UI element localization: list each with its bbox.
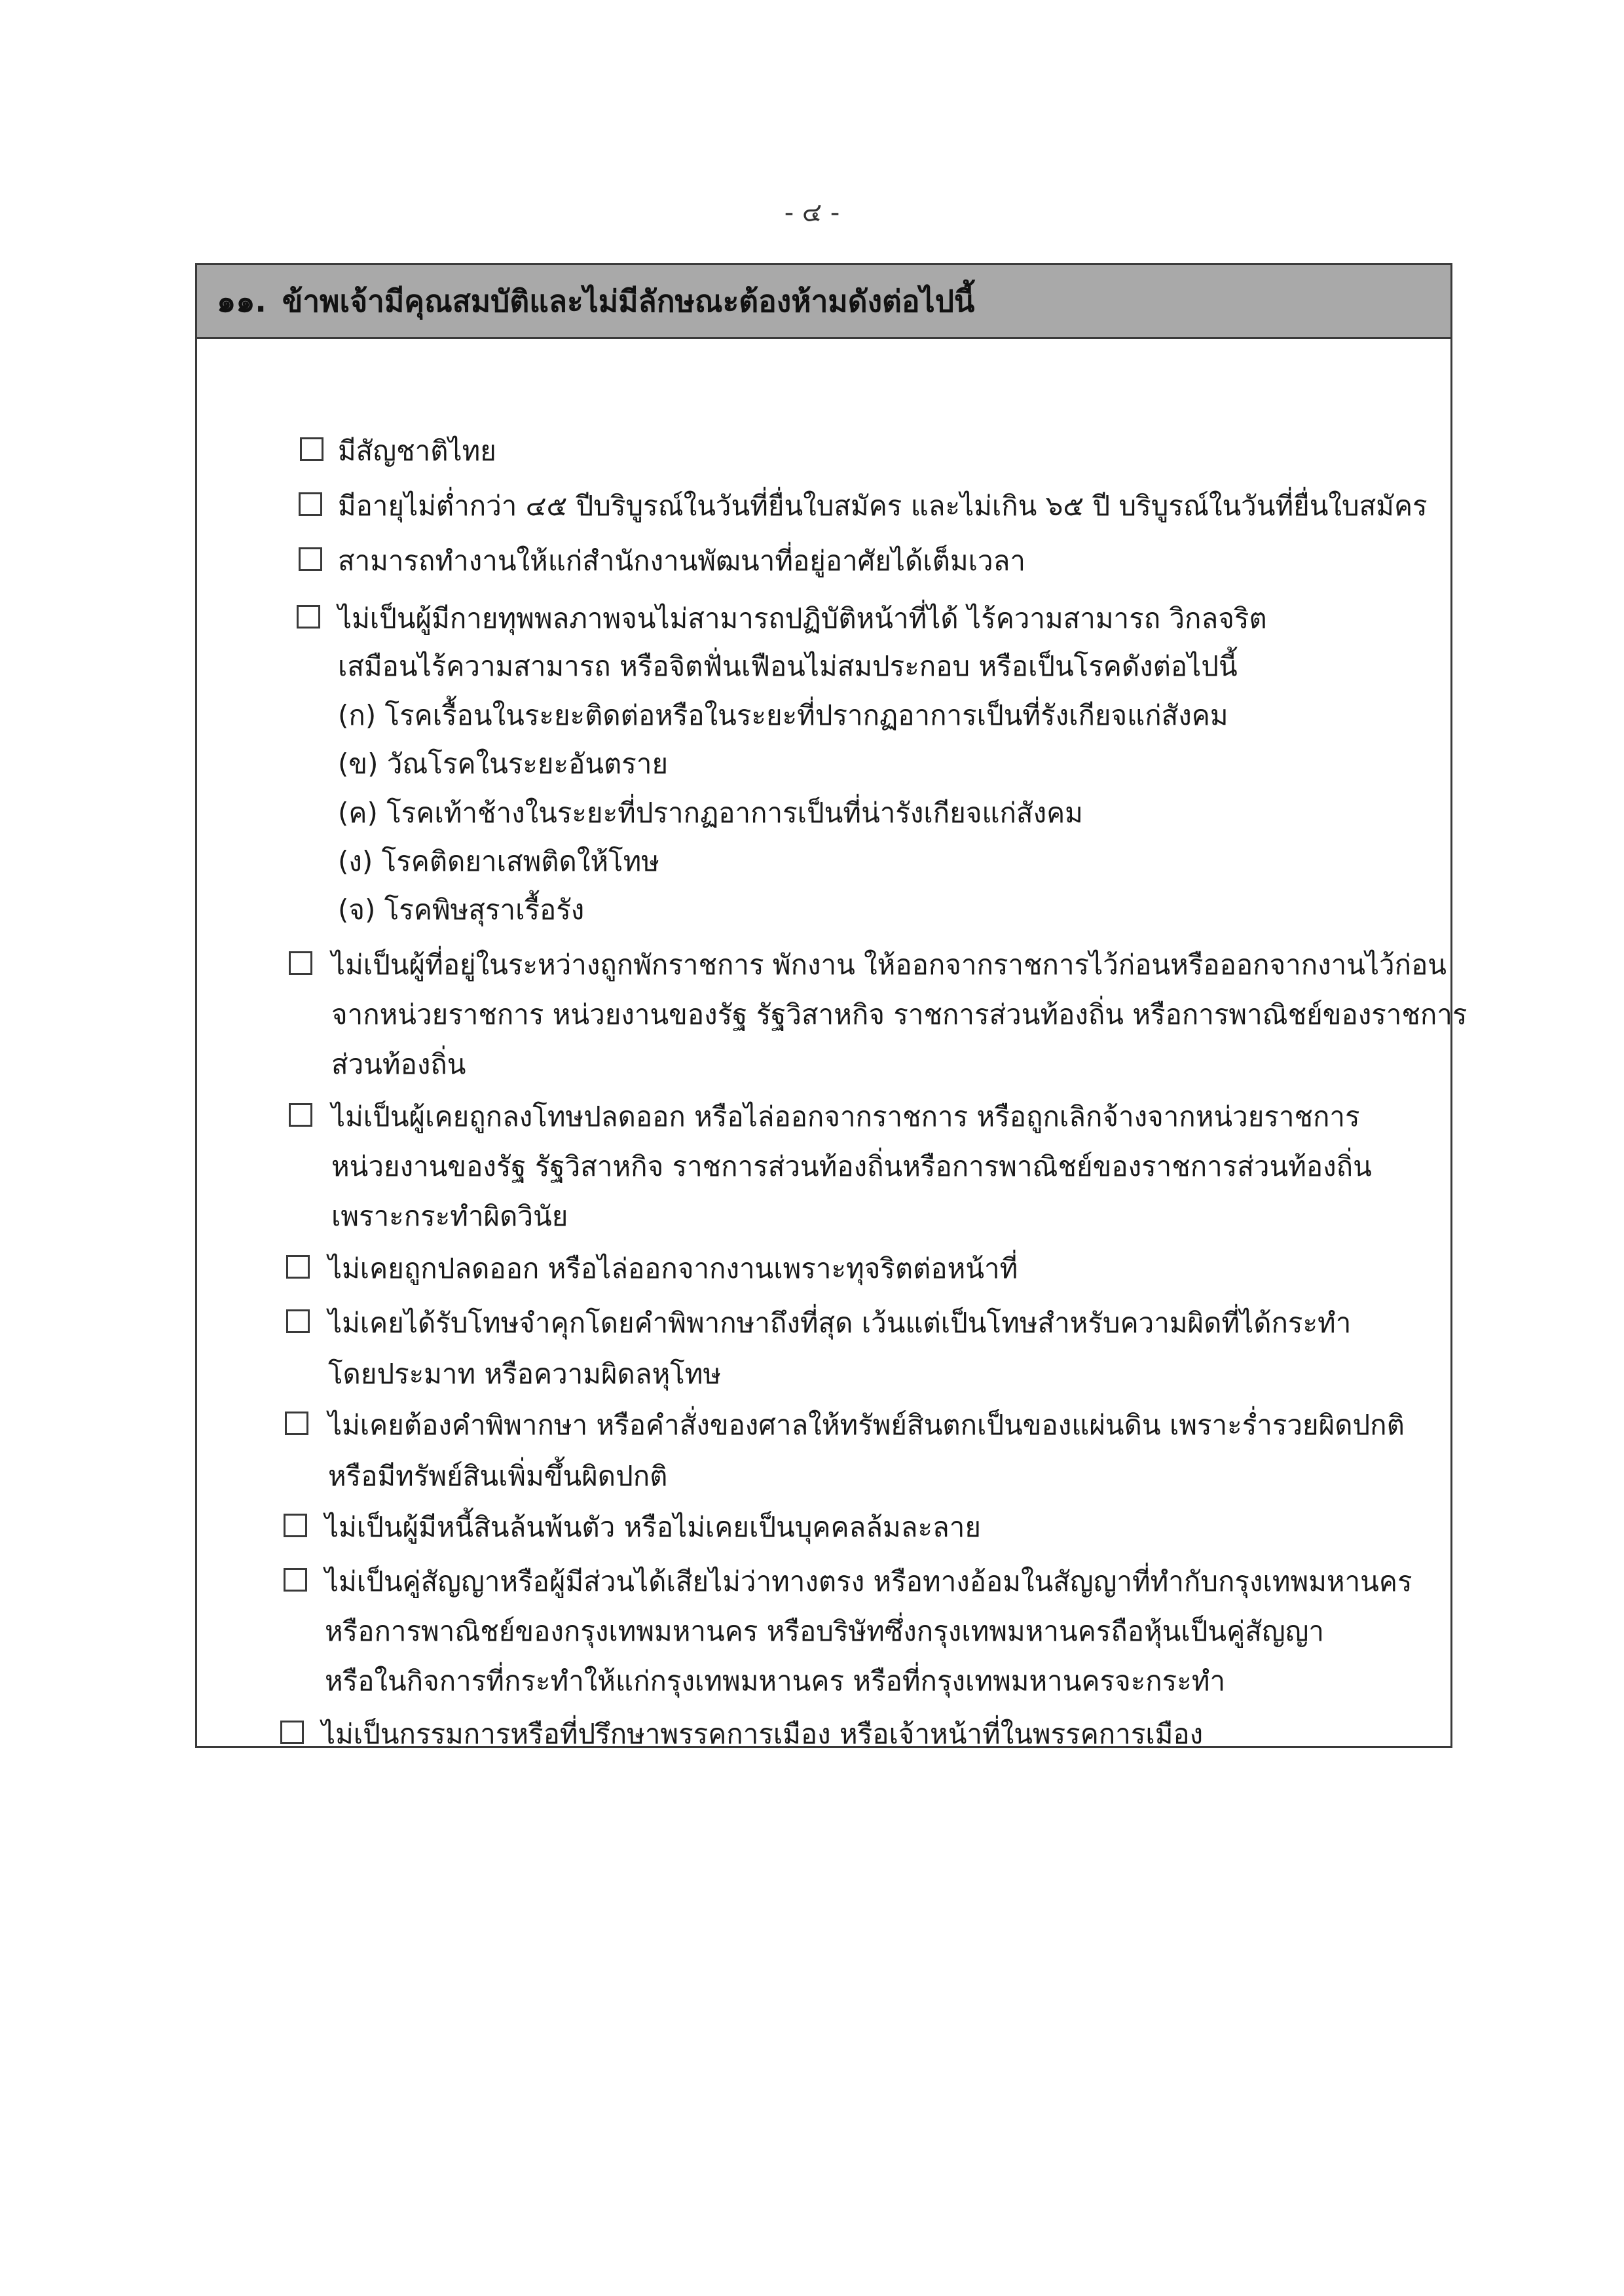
item-text: ไม่เป็นผู้มีกายทุพพลภาพจนไม่สามารถปฏิบัติหน้าที่ได้ ไร้ความสามารถ วิกลจริต <box>338 602 1267 634</box>
section-title: ข้าพเจ้ามีคุณสมบัติและไม่มีลักษณะต้องห้ามดังต่อไปนี้ <box>282 283 975 319</box>
item-text: ไม่เคยต้องคำพิพากษา หรือคำสั่งของศาลให้ทรัพย์สินตกเป็นของแผ่นดิน เพราะร่ำรวยผิดปกติ <box>328 1409 1405 1441</box>
page-number: - ๔ - <box>784 198 840 228</box>
qualification-checkbox[interactable] <box>284 1514 307 1537</box>
item-text: เสมือนไร้ความสามารถ หรือจิตฟั่นเฟือนไม่สมประกอบ หรือเป็นโรคดังต่อไปนี้ <box>338 650 1238 682</box>
section-number: ๑๑. <box>217 283 267 319</box>
qualification-checkbox[interactable] <box>285 1412 308 1435</box>
item-text: มีสัญชาติไทย <box>338 435 496 467</box>
disease-item: (ค) โรคเท้าช้างในระยะที่ปรากฏอาการเป็นที่น่ารังเกียจแก่สังคม <box>338 797 1083 829</box>
item-text: ไม่เคยได้รับโทษจำคุกโดยคำพิพากษาถึงที่สุด เว้นแต่เป็นโทษสำหรับความผิดที่ได้กระทำ <box>328 1307 1352 1339</box>
item-text: ไม่เป็นคู่สัญญาหรือผู้มีส่วนได้เสียไม่ว่าทางตรง หรือทางอ้อมในสัญญาที่ทำกับกรุงเทพมหานคร <box>325 1565 1412 1597</box>
qualification-list <box>197 339 1467 1750</box>
item-text: ไม่เป็นผู้มีหนี้สินล้นพ้นตัว หรือไม่เคยเป็นบุคคลล้มละลาย <box>325 1511 981 1543</box>
qualification-checkbox[interactable] <box>286 1309 310 1333</box>
disease-item: (ก) โรคเรื้อนในระยะติดต่อหรือในระยะที่ปรากฏอาการเป็นที่รังเกียจแก่สังคม <box>338 699 1228 731</box>
item-text: เพราะกระทำผิดวินัย <box>331 1200 568 1232</box>
item-text: หรือในกิจการที่กระทำให้แก่กรุงเทพมหานคร หรือที่กรุงเทพมหานครจะกระทำ <box>325 1665 1226 1697</box>
qualification-checkbox[interactable] <box>289 1103 312 1127</box>
item-text: ไม่เป็นผู้เคยถูกลงโทษปลดออก หรือไล่ออกจากราชการ หรือถูกเลิกจ้างจากหน่วยราชการ <box>331 1101 1360 1133</box>
item-text: จากหน่วยราชการ หน่วยงานของรัฐ รัฐวิสาหกิจ ราชการส่วนท้องถิ่น หรือการพาณิชย์ของราชการ <box>331 998 1467 1030</box>
qualification-checkbox[interactable] <box>284 1568 307 1592</box>
qualification-checkbox[interactable] <box>286 1255 310 1279</box>
item-text: โดยประมาท หรือความผิดลหุโทษ <box>328 1358 722 1390</box>
qualification-checkbox[interactable] <box>300 437 323 461</box>
item-text: สามารถทำงานให้แก่สำนักงานพัฒนาที่อยู่อาศัยได้เต็มเวลา <box>338 545 1025 577</box>
item-text: มีอายุไม่ต่ำกว่า ๔๕ ปีบริบูรณ์ในวันที่ยื่นใบสมัคร และไม่เกิน ๖๕ ปี บริบูรณ์ในวันที่ยื่นใบสมัคร <box>338 490 1428 522</box>
qualification-checkbox[interactable] <box>289 951 312 975</box>
disease-item: (ข) วัณโรคในระยะอันตราย <box>338 748 669 780</box>
item-text: ไม่เป็นกรรมการหรือที่ปรึกษาพรรคการเมือง หรือเจ้าหน้าที่ในพรรคการเมือง <box>322 1718 1204 1750</box>
qualification-checkbox[interactable] <box>299 492 322 516</box>
item-text: หน่วยงานของรัฐ รัฐวิสาหกิจ ราชการส่วนท้องถิ่นหรือการพาณิชย์ของราชการส่วนท้องถิ่น <box>331 1150 1372 1182</box>
qualification-checkbox[interactable] <box>299 547 322 571</box>
qualification-checkbox[interactable] <box>280 1721 304 1744</box>
item-text: ไม่เป็นผู้ที่อยู่ในระหว่างถูกพักราชการ พักงาน ให้ออกจากราชการไว้ก่อนหรือออกจากงานไว้ก่อน <box>331 949 1447 981</box>
item-text: ไม่เคยถูกปลดออก หรือไล่ออกจากงานเพราะทุจริตต่อหน้าที่ <box>328 1252 1018 1285</box>
disease-item: (จ) โรคพิษสุราเรื้อรัง <box>338 894 585 926</box>
item-text: ส่วนท้องถิ่น <box>331 1048 466 1080</box>
qualification-checkbox[interactable] <box>297 605 320 629</box>
disease-item: (ง) โรคติดยาเสพติดให้โทษ <box>338 845 659 877</box>
qualifications-box <box>195 263 1467 1750</box>
item-text: หรือมีทรัพย์สินเพิ่มขึ้นผิดปกติ <box>328 1460 668 1492</box>
section-header <box>197 265 1450 339</box>
item-text: หรือการพาณิชย์ของกรุงเทพมหานคร หรือบริษัทซึ่งกรุงเทพมหานครถือหุ้นเป็นคู่สัญญา <box>325 1615 1325 1647</box>
